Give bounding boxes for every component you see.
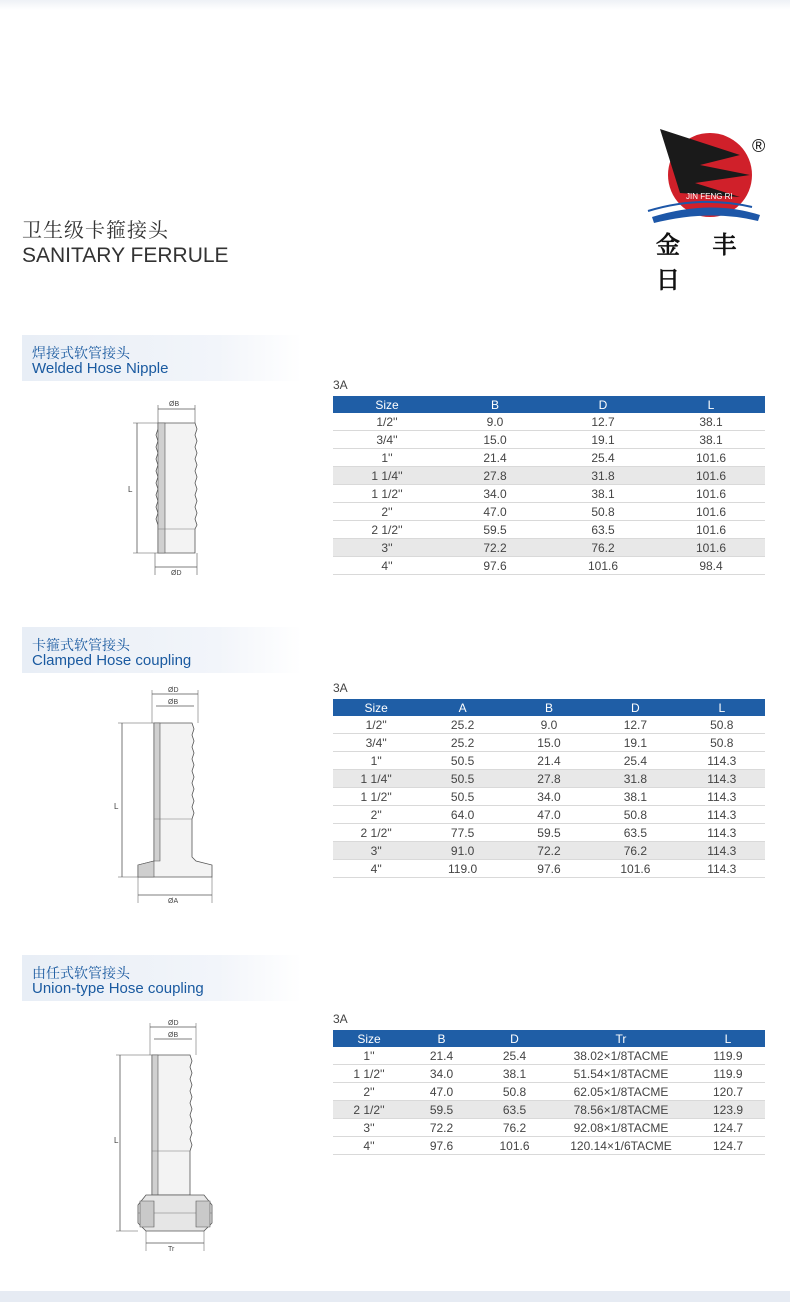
col-header: B xyxy=(441,396,549,413)
cell: 1'' xyxy=(333,752,419,770)
cell: 1/2'' xyxy=(333,716,419,734)
section-title-cn: 由任式软管接头 xyxy=(32,965,130,981)
section-title-en: Union-type Hose coupling xyxy=(32,980,204,997)
cell: 124.7 xyxy=(691,1119,765,1137)
dim-label-a: ØA xyxy=(168,898,179,905)
table-row xyxy=(333,806,765,824)
table-row xyxy=(333,485,765,503)
cell: 101.6 xyxy=(657,485,765,503)
cell: 120.7 xyxy=(691,1083,765,1101)
cell: 77.5 xyxy=(419,824,505,842)
cell: 12.7 xyxy=(549,413,657,431)
cell: 76.2 xyxy=(592,842,678,860)
cell: 2 1/2'' xyxy=(333,824,419,842)
col-header: Size xyxy=(333,396,441,413)
cell: 1 1/2'' xyxy=(333,1065,405,1083)
dim-label-l: L xyxy=(114,1136,119,1145)
cell: 27.8 xyxy=(506,770,592,788)
cell: 98.4 xyxy=(657,557,765,575)
cell: 50.5 xyxy=(419,770,505,788)
cell: 119.9 xyxy=(691,1047,765,1065)
cell: 2'' xyxy=(333,503,441,521)
cell: 19.1 xyxy=(592,734,678,752)
cell: 114.3 xyxy=(679,860,765,878)
cell: 1 1/4'' xyxy=(333,467,441,485)
clamped-hose-coupling-drawing xyxy=(112,685,222,907)
cell: 25.2 xyxy=(419,734,505,752)
cell: 63.5 xyxy=(549,521,657,539)
table-row xyxy=(333,557,765,575)
cell: 47.0 xyxy=(506,806,592,824)
col-header: B xyxy=(405,1030,478,1047)
dim-label-d: ØD xyxy=(168,1020,179,1027)
cell: 21.4 xyxy=(405,1047,478,1065)
col-header: D xyxy=(592,699,678,716)
cell: 12.7 xyxy=(592,716,678,734)
cell: 59.5 xyxy=(441,521,549,539)
cell: 119.0 xyxy=(419,860,505,878)
section-title-en: Welded Hose Nipple xyxy=(32,360,169,377)
dim-label-b: ØB xyxy=(168,1032,179,1039)
cell: 1'' xyxy=(333,449,441,467)
cell: 3'' xyxy=(333,1119,405,1137)
cell: 114.3 xyxy=(679,842,765,860)
logo-text-en: JIN FENG RI xyxy=(686,192,733,201)
table-row xyxy=(333,770,765,788)
cell: 50.8 xyxy=(478,1083,551,1101)
cell: 38.1 xyxy=(478,1065,551,1083)
cell: 25.2 xyxy=(419,716,505,734)
cell: 97.6 xyxy=(405,1137,478,1155)
cell: 4'' xyxy=(333,557,441,575)
cell: 101.6 xyxy=(657,503,765,521)
cell: 76.2 xyxy=(549,539,657,557)
cell: 38.1 xyxy=(657,431,765,449)
cell: 92.08×1/8TACME xyxy=(551,1119,691,1137)
cell: 34.0 xyxy=(506,788,592,806)
cell: 2'' xyxy=(333,1083,405,1101)
cell: 38.1 xyxy=(549,485,657,503)
bottom-bar xyxy=(0,1291,790,1302)
cell: 50.8 xyxy=(549,503,657,521)
registered-mark: ® xyxy=(752,136,766,156)
table-header-row xyxy=(333,699,765,716)
table-row xyxy=(333,503,765,521)
union-hose-coupling-drawing xyxy=(110,1015,225,1255)
table-row xyxy=(333,1137,765,1155)
cell: 114.3 xyxy=(679,788,765,806)
section-header-union xyxy=(22,955,302,1001)
cell: 62.05×1/8TACME xyxy=(551,1083,691,1101)
dim-label-l: L xyxy=(114,802,119,811)
cell: 63.5 xyxy=(478,1101,551,1119)
logo-text-cn: 金 丰 日 xyxy=(656,230,749,294)
cell: 19.1 xyxy=(549,431,657,449)
standard-label: 3A xyxy=(333,378,348,392)
dim-label-d: ØD xyxy=(171,570,182,577)
cell: 21.4 xyxy=(506,752,592,770)
cell: 76.2 xyxy=(478,1119,551,1137)
col-header: Tr xyxy=(551,1030,691,1047)
cell: 101.6 xyxy=(549,557,657,575)
cell: 25.4 xyxy=(478,1047,551,1065)
cell: 119.9 xyxy=(691,1065,765,1083)
cell: 15.0 xyxy=(441,431,549,449)
table-row xyxy=(333,752,765,770)
table-row xyxy=(333,1047,765,1065)
table-row xyxy=(333,449,765,467)
cell: 1 1/4'' xyxy=(333,770,419,788)
cell: 25.4 xyxy=(592,752,678,770)
cell: 72.2 xyxy=(441,539,549,557)
cell: 72.2 xyxy=(405,1119,478,1137)
cell: 114.3 xyxy=(679,752,765,770)
standard-label: 3A xyxy=(333,1012,348,1026)
cell: 114.3 xyxy=(679,806,765,824)
table-row xyxy=(333,1083,765,1101)
cell: 59.5 xyxy=(506,824,592,842)
section-header-clamped xyxy=(22,627,302,673)
cell: 63.5 xyxy=(592,824,678,842)
cell: 50.8 xyxy=(679,716,765,734)
cell: 50.5 xyxy=(419,788,505,806)
cell: 2 1/2'' xyxy=(333,1101,405,1119)
cell: 47.0 xyxy=(405,1083,478,1101)
cell: 25.4 xyxy=(549,449,657,467)
welded-hose-nipple-drawing xyxy=(125,395,215,580)
cell: 4'' xyxy=(333,860,419,878)
cell: 114.3 xyxy=(679,770,765,788)
table-row xyxy=(333,788,765,806)
section-title-cn: 卡箍式软管接头 xyxy=(32,637,130,653)
page-title-cn: 卫生级卡箍接头 xyxy=(22,220,169,242)
table-row xyxy=(333,539,765,557)
section-title-cn: 焊接式软管接头 xyxy=(32,345,130,361)
standard-label: 3A xyxy=(333,681,348,695)
cell: 123.9 xyxy=(691,1101,765,1119)
cell: 97.6 xyxy=(506,860,592,878)
col-header: B xyxy=(506,699,592,716)
cell: 3'' xyxy=(333,539,441,557)
cell: 59.5 xyxy=(405,1101,478,1119)
cell: 3/4'' xyxy=(333,734,419,752)
cell: 101.6 xyxy=(592,860,678,878)
table-row xyxy=(333,1065,765,1083)
cell: 97.6 xyxy=(441,557,549,575)
cell: 101.6 xyxy=(657,449,765,467)
cell: 38.02×1/8TACME xyxy=(551,1047,691,1065)
table-row xyxy=(333,413,765,431)
dim-label-d: ØD xyxy=(168,687,179,694)
table-row xyxy=(333,824,765,842)
table-row xyxy=(333,1119,765,1137)
section-title-en: Clamped Hose coupling xyxy=(32,652,192,669)
cell: 51.54×1/8TACME xyxy=(551,1065,691,1083)
cell: 9.0 xyxy=(506,716,592,734)
dim-label-b: ØB xyxy=(169,401,180,408)
welded-spec-table xyxy=(333,396,765,575)
table-row xyxy=(333,521,765,539)
union-spec-table xyxy=(333,1030,765,1155)
col-header: L xyxy=(679,699,765,716)
cell: 4'' xyxy=(333,1137,405,1155)
cell: 124.7 xyxy=(691,1137,765,1155)
cell: 31.8 xyxy=(592,770,678,788)
table-row xyxy=(333,467,765,485)
table-row xyxy=(333,860,765,878)
cell: 1 1/2'' xyxy=(333,485,441,503)
cell: 34.0 xyxy=(441,485,549,503)
cell: 47.0 xyxy=(441,503,549,521)
cell: 38.1 xyxy=(592,788,678,806)
col-header: A xyxy=(419,699,505,716)
cell: 114.3 xyxy=(679,824,765,842)
cell: 34.0 xyxy=(405,1065,478,1083)
cell: 101.6 xyxy=(657,521,765,539)
cell: 38.1 xyxy=(657,413,765,431)
dim-label-tr: Tr xyxy=(168,1246,175,1253)
cell: 72.2 xyxy=(506,842,592,860)
col-header: L xyxy=(691,1030,765,1047)
table-row xyxy=(333,842,765,860)
cell: 1 1/2'' xyxy=(333,788,419,806)
cell: 50.5 xyxy=(419,752,505,770)
cell: 27.8 xyxy=(441,467,549,485)
table-row xyxy=(333,1101,765,1119)
cell: 1/2'' xyxy=(333,413,441,431)
cell: 78.56×1/8TACME xyxy=(551,1101,691,1119)
dim-label-l: L xyxy=(128,485,133,494)
cell: 9.0 xyxy=(441,413,549,431)
cell: 101.6 xyxy=(478,1137,551,1155)
clamped-spec-table xyxy=(333,699,765,878)
cell: 101.6 xyxy=(657,467,765,485)
cell: 2'' xyxy=(333,806,419,824)
page-title-en: SANITARY FERRULE xyxy=(22,244,229,267)
cell: 2 1/2'' xyxy=(333,521,441,539)
col-header: L xyxy=(657,396,765,413)
table-header-row xyxy=(333,396,765,413)
cell: 91.0 xyxy=(419,842,505,860)
cell: 3/4'' xyxy=(333,431,441,449)
cell: 3'' xyxy=(333,842,419,860)
col-header: D xyxy=(549,396,657,413)
table-header-row xyxy=(333,1030,765,1047)
cell: 50.8 xyxy=(592,806,678,824)
cell: 101.6 xyxy=(657,539,765,557)
dim-label-b: ØB xyxy=(168,699,179,706)
table-row xyxy=(333,734,765,752)
cell: 50.8 xyxy=(679,734,765,752)
cell: 1'' xyxy=(333,1047,405,1065)
top-fade xyxy=(0,0,790,10)
col-header: Size xyxy=(333,699,419,716)
col-header: Size xyxy=(333,1030,405,1047)
cell: 120.14×1/6TACME xyxy=(551,1137,691,1155)
cell: 15.0 xyxy=(506,734,592,752)
cell: 21.4 xyxy=(441,449,549,467)
cell: 64.0 xyxy=(419,806,505,824)
col-header: D xyxy=(478,1030,551,1047)
table-row xyxy=(333,431,765,449)
section-header-welded xyxy=(22,335,302,381)
cell: 31.8 xyxy=(549,467,657,485)
table-row xyxy=(333,716,765,734)
